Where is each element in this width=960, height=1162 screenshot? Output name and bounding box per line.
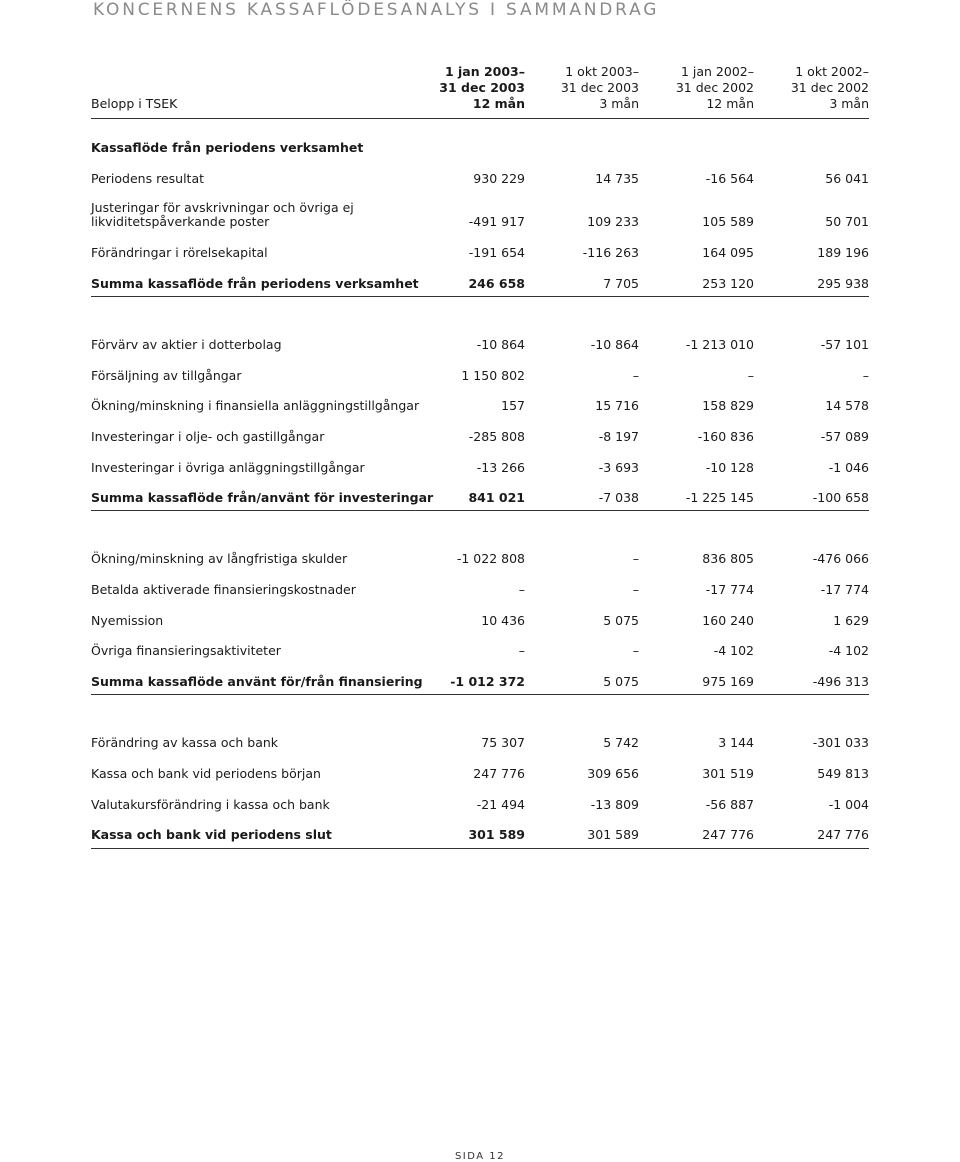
value-cell: -8 197	[598, 429, 639, 444]
value-cell: -10 864	[476, 337, 525, 352]
value-cell: -496 313	[812, 674, 869, 689]
value-cell: -116 263	[582, 245, 639, 260]
value-cell: -10 864	[590, 337, 639, 352]
value-cell: -285 808	[468, 429, 525, 444]
row-label: Förändring av kassa och bank	[91, 735, 279, 750]
row-label: Försäljning av tillgångar	[91, 368, 242, 383]
value-cell: -476 066	[812, 551, 869, 566]
value-cell: -1 022 808	[456, 551, 525, 566]
value-cell: –	[862, 368, 869, 383]
value-cell: –	[632, 582, 639, 597]
value-cell: -21 494	[476, 797, 525, 812]
value-cell: -1 213 010	[685, 337, 754, 352]
value-cell: 1 629	[833, 613, 869, 628]
value-cell: 15 716	[595, 398, 639, 413]
value-cell: 109 233	[587, 214, 639, 229]
value-cell: –	[518, 582, 525, 597]
row-label: Investeringar i olje- och gastillgångar	[91, 429, 325, 444]
value-cell: 836 805	[702, 551, 754, 566]
row-label: Ökning/minskning i finansiella anläggningstillgångar	[91, 398, 420, 413]
value-cell: -4 102	[828, 643, 869, 658]
value-cell: 5 075	[603, 674, 639, 689]
value-cell: 50 701	[825, 214, 869, 229]
value-cell: 164 095	[702, 245, 754, 260]
value-cell: 301 589	[468, 827, 525, 842]
column-header-4: 1 okt 2002– 31 dec 2002 3 mån	[790, 64, 869, 111]
table-row	[91, 398, 869, 416]
value-cell: -10 128	[705, 460, 754, 475]
table-row	[91, 643, 869, 661]
value-cell: 295 938	[817, 276, 869, 291]
value-cell: 253 120	[702, 276, 754, 291]
value-cell: –	[747, 368, 754, 383]
value-cell: -7 038	[598, 490, 639, 505]
row-label: Valutakursförändring i kassa och bank	[91, 797, 330, 812]
value-cell: -57 089	[820, 429, 869, 444]
value-cell: 930 229	[473, 171, 525, 186]
summary-row	[91, 827, 869, 845]
summary-divider	[91, 848, 869, 849]
value-cell: -100 658	[812, 490, 869, 505]
table-row	[91, 171, 869, 189]
row-label: Kassa och bank vid periodens slut	[91, 827, 332, 842]
value-cell: 247 776	[817, 827, 869, 842]
section-heading: Kassaflöde från periodens verksamhet	[91, 140, 364, 155]
summary-divider	[91, 694, 869, 695]
summary-row	[91, 276, 869, 294]
page-title: KONCERNENS KASSAFLÖDESANALYS I SAMMANDRAG	[93, 0, 660, 20]
value-cell: -191 654	[468, 245, 525, 260]
value-cell: -17 774	[820, 582, 869, 597]
table-row	[91, 429, 869, 447]
value-cell: –	[632, 643, 639, 658]
summary-divider	[91, 296, 869, 297]
row-label: Förvärv av aktier i dotterbolag	[91, 337, 282, 352]
value-cell: 841 021	[468, 490, 525, 505]
value-cell: 160 240	[702, 613, 754, 628]
value-cell: -1 004	[828, 797, 869, 812]
value-cell: 549 813	[817, 766, 869, 781]
summary-divider	[91, 510, 869, 511]
row-label: Investeringar i övriga anläggningstillgångar	[91, 460, 365, 475]
row-label: Periodens resultat	[91, 171, 205, 186]
value-cell: –	[632, 368, 639, 383]
value-cell: -301 033	[812, 735, 869, 750]
table-row	[91, 337, 869, 355]
table-row	[91, 460, 869, 478]
row-label: Betalda aktiverade finansieringskostnader	[91, 582, 356, 597]
table-row	[91, 200, 869, 232]
column-header-1: 1 jan 2003– 31 dec 2003 12 mån	[439, 64, 525, 111]
value-cell: 105 589	[702, 214, 754, 229]
value-cell: 975 169	[702, 674, 754, 689]
value-cell: 3 144	[718, 735, 754, 750]
row-label: Förändringar i rörelsekapital	[91, 245, 268, 260]
value-cell: 7 705	[603, 276, 639, 291]
value-cell: 301 519	[702, 766, 754, 781]
value-cell: 301 589	[587, 827, 639, 842]
unit-label: Belopp i TSEK	[91, 96, 178, 111]
table-row	[91, 797, 869, 815]
value-cell: –	[632, 551, 639, 566]
value-cell: -56 887	[705, 797, 754, 812]
table-row	[91, 735, 869, 753]
value-cell: -16 564	[705, 171, 754, 186]
table-row	[91, 613, 869, 631]
value-cell: 5 742	[603, 735, 639, 750]
row-label: Justeringar för avskrivningar och övriga ej likviditetspåverkande poster	[91, 200, 354, 229]
value-cell: 10 436	[481, 613, 525, 628]
value-cell: 246 658	[468, 276, 525, 291]
value-cell: -1 012 372	[450, 674, 525, 689]
table-row	[91, 582, 869, 600]
value-cell: -13 809	[590, 797, 639, 812]
value-cell: -1 225 145	[685, 490, 754, 505]
value-cell: 75 307	[481, 735, 525, 750]
value-cell: 14 735	[595, 171, 639, 186]
value-cell: –	[518, 643, 525, 658]
value-cell: 247 776	[702, 827, 754, 842]
value-cell: -13 266	[476, 460, 525, 475]
column-header-2: 1 okt 2003– 31 dec 2003 3 mån	[560, 64, 639, 111]
value-cell: 158 829	[702, 398, 754, 413]
table-row	[91, 368, 869, 386]
value-cell: -17 774	[705, 582, 754, 597]
value-cell: -4 102	[713, 643, 754, 658]
row-label: Summa kassaflöde från periodens verksamhet	[91, 276, 419, 291]
table-row	[91, 551, 869, 569]
row-label: Kassa och bank vid periodens början	[91, 766, 321, 781]
value-cell: 14 578	[825, 398, 869, 413]
summary-row	[91, 490, 869, 508]
row-label: Summa kassaflöde använt för/från finansiering	[91, 674, 423, 689]
value-cell: 157	[501, 398, 525, 413]
value-cell: -3 693	[598, 460, 639, 475]
value-cell: 309 656	[587, 766, 639, 781]
value-cell: -491 917	[468, 214, 525, 229]
value-cell: 247 776	[473, 766, 525, 781]
value-cell: -57 101	[820, 337, 869, 352]
row-label: Ökning/minskning av långfristiga skulder	[91, 551, 348, 566]
page-footer: SIDA 12	[454, 1151, 506, 1162]
table-row	[91, 245, 869, 263]
row-label: Summa kassaflöde från/använt för investeringar	[91, 490, 434, 505]
value-cell: 189 196	[817, 245, 869, 260]
row-label: Nyemission	[91, 613, 164, 628]
summary-row	[91, 674, 869, 692]
header-divider	[91, 118, 869, 119]
value-cell: 5 075	[603, 613, 639, 628]
value-cell: -1 046	[828, 460, 869, 475]
table-row	[91, 766, 869, 784]
value-cell: 1 150 802	[461, 368, 525, 383]
column-header-3: 1 jan 2002– 31 dec 2002 12 mån	[675, 64, 754, 111]
row-label: Övriga finansieringsaktiviteter	[91, 643, 281, 658]
value-cell: -160 836	[697, 429, 754, 444]
value-cell: 56 041	[825, 171, 869, 186]
